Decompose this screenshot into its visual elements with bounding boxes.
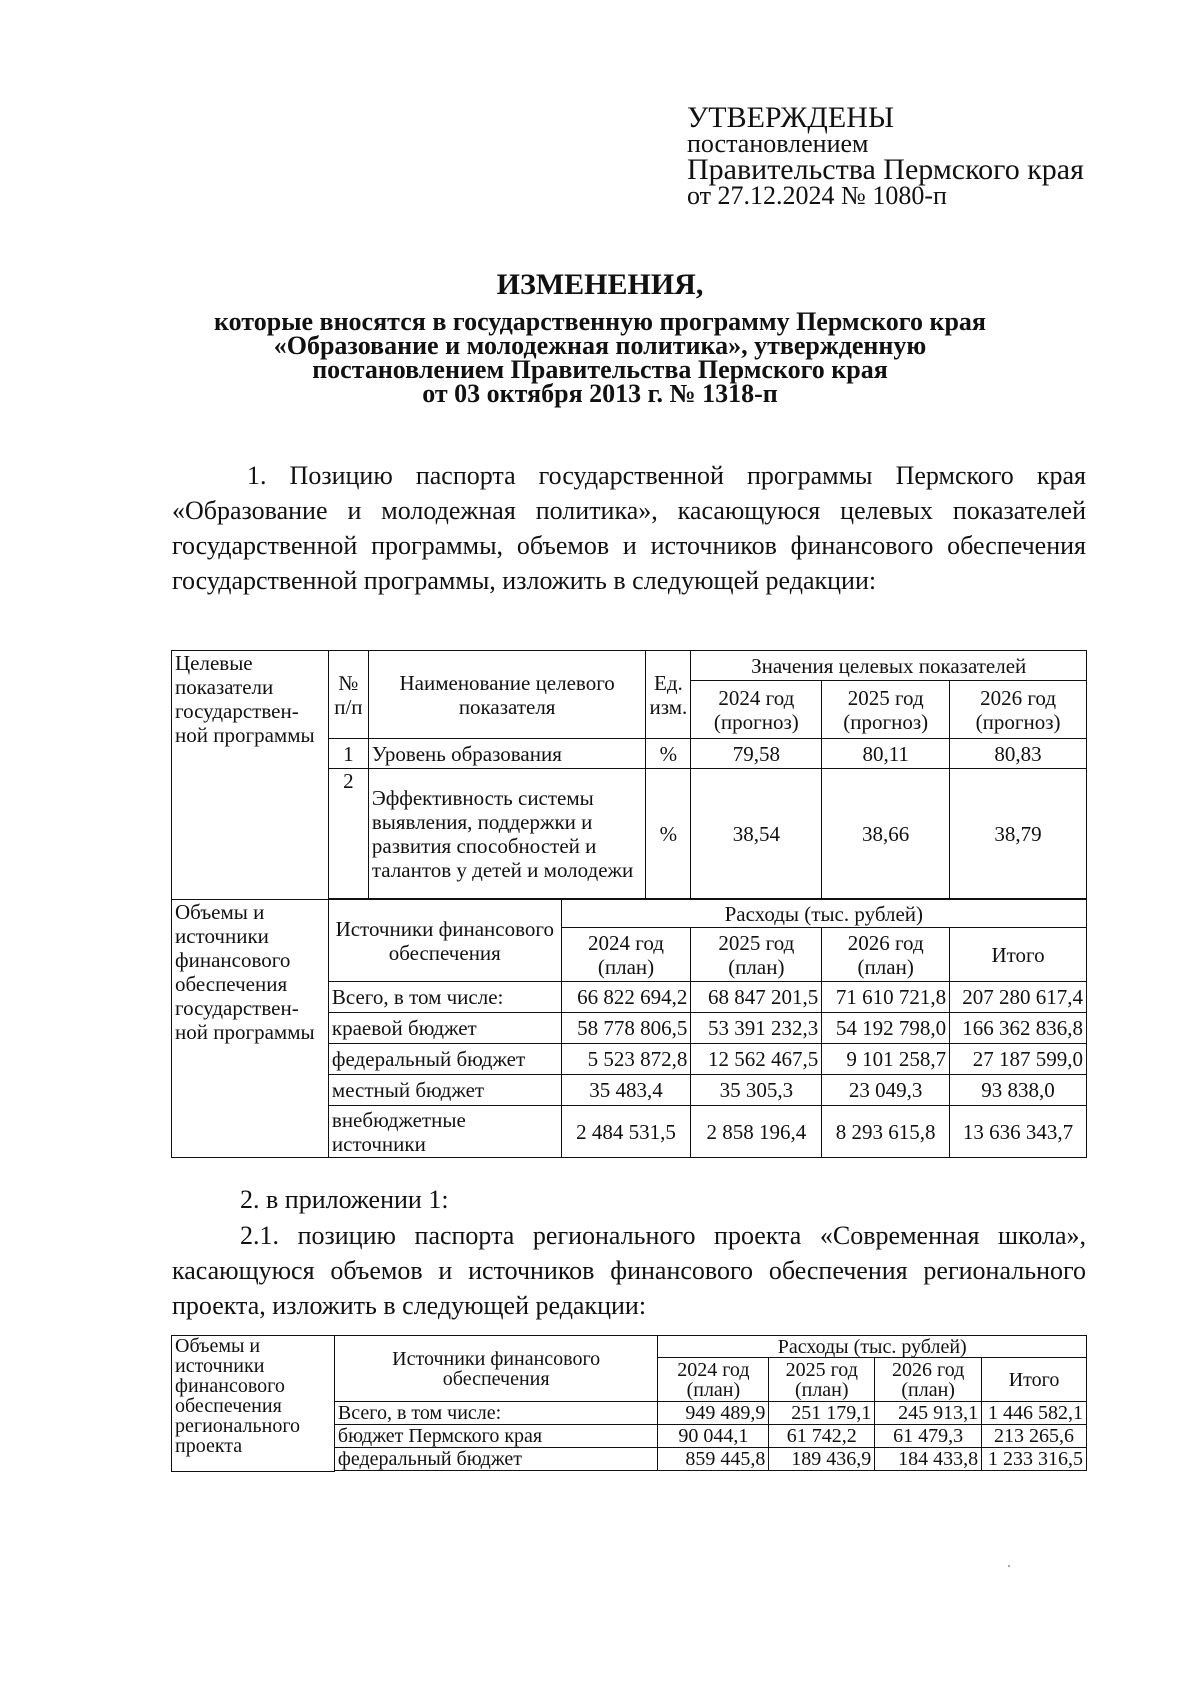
header-year: 2026 год (прогноз) — [950, 681, 1087, 739]
header-year: 2024 год (прогноз) — [691, 681, 822, 739]
cell-unit: % — [646, 739, 691, 769]
paragraph-1: 1. Позицию паспорта государственной программы Пермского края «Образование и молодежная политика», касающуюся целевых показателей государственной программы, объемов и источников финансового обеспечения государственной программы, изложить в следующей редакции: — [172, 461, 1086, 595]
subtitle-line: от 03 октября 2013 г. № 1318-п — [422, 379, 778, 408]
cell-value: 2 484 531,5 — [561, 1106, 691, 1158]
cell-value: 35 483,4 — [561, 1075, 691, 1106]
financing-row-label: Объемы и источники финансового обеспечения государствен-ной программы — [172, 900, 329, 1158]
cell-source: внебюджетные источники — [328, 1106, 561, 1158]
cell-value: 245 913,1 — [875, 1402, 982, 1425]
header-unit: Ед. изм. — [646, 651, 691, 739]
header-year: 2026 год (план) — [875, 1358, 982, 1402]
header-total: Итого — [950, 928, 1087, 982]
header-indicator-name: Наименование целевого показателя — [368, 651, 646, 739]
cell-value: 38,79 — [950, 769, 1087, 899]
header-year: 2025 год (прогноз) — [822, 681, 950, 739]
cell-source: федеральный бюджет — [334, 1448, 658, 1471]
approval-line: Правительства Пермского края — [687, 153, 1084, 186]
regional-project-table — [171, 1335, 1087, 1472]
cell-value: 35 305,3 — [691, 1075, 822, 1106]
cell-indicator-name: Эффективность системы выявления, поддержки и развития способностей и талантов у детей и молодежи — [368, 769, 646, 899]
cell-value: 5 523 872,8 — [561, 1044, 691, 1075]
cell-value: 90 044,1 — [658, 1425, 769, 1448]
cell-total: 213 265,6 — [982, 1425, 1087, 1448]
header-num: № п/п — [328, 651, 368, 739]
program-passport-table — [171, 650, 1087, 1158]
financing-row-label: Объемы и источники финансового обеспечения регионального проекта — [172, 1336, 335, 1472]
cell-value: 251 179,1 — [769, 1402, 875, 1425]
header-sources: Источники финансового обеспечения — [334, 1336, 658, 1402]
header-expenses: Расходы (тыс. рублей) — [658, 1336, 1087, 1358]
cell-unit: % — [646, 769, 691, 899]
cell-source: бюджет Пермского края — [334, 1425, 658, 1448]
cell-value: 61 479,3 — [875, 1425, 982, 1448]
document-subtitle — [0, 307, 1200, 408]
cell-total: 1 446 582,1 — [982, 1402, 1087, 1425]
cell-total: 1 233 316,5 — [982, 1448, 1087, 1471]
cell-value: 80,83 — [950, 739, 1087, 769]
cell-value: 53 391 232,3 — [691, 1013, 822, 1044]
document-title: ИЗМЕНЕНИЯ, — [496, 268, 704, 301]
header-year: 2026 год (план) — [822, 928, 950, 982]
cell-total: 13 636 343,7 — [950, 1106, 1087, 1158]
cell-value: 12 562 467,5 — [691, 1044, 822, 1075]
header-year: 2024 год (план) — [561, 928, 691, 982]
cell-value: 38,54 — [691, 769, 822, 899]
cell-num: 2 — [328, 769, 368, 899]
cell-source: Всего, в том числе: — [334, 1402, 658, 1425]
cell-total: 93 838,0 — [950, 1075, 1087, 1106]
header-values: Значения целевых показателей — [691, 651, 1087, 681]
header-year: 2025 год (план) — [769, 1358, 875, 1402]
cell-value: 949 489,9 — [658, 1402, 769, 1425]
scan-speck — [1008, 1565, 1010, 1567]
cell-value: 859 445,8 — [658, 1448, 769, 1471]
header-year: 2025 год (план) — [691, 928, 822, 982]
approval-stamp — [687, 101, 1084, 210]
cell-value: 2 858 196,4 — [691, 1106, 822, 1158]
cell-value: 8 293 615,8 — [822, 1106, 950, 1158]
cell-value: 68 847 201,5 — [691, 982, 822, 1013]
cell-num: 1 — [328, 739, 368, 769]
cell-source: Всего, в том числе: — [328, 982, 561, 1013]
cell-value: 184 433,8 — [875, 1448, 982, 1471]
header-total: Итого — [982, 1358, 1087, 1402]
subtitle-line: «Образование и молодежная политика», утвержденную — [273, 331, 927, 360]
subtitle-line: постановлением Правительства Пермского края — [312, 355, 888, 384]
cell-total: 27 187 599,0 — [950, 1044, 1087, 1075]
cell-source: местный бюджет — [328, 1075, 561, 1106]
approval-line: постановлением — [687, 129, 869, 158]
subtitle-line: которые вносятся в государственную программу Пермского края — [214, 307, 986, 336]
cell-total: 207 280 617,4 — [950, 982, 1087, 1013]
item-2: 2. в приложении 1: — [240, 1185, 449, 1214]
indicators-row-label: Целевые показатели государствен-ной программы — [172, 651, 329, 900]
approval-title: УТВЕРЖДЕНЫ — [687, 101, 895, 134]
cell-value: 71 610 721,8 — [822, 982, 950, 1013]
cell-value: 80,11 — [822, 739, 950, 769]
cell-value: 79,58 — [691, 739, 822, 769]
cell-value: 38,66 — [822, 769, 950, 899]
cell-value: 61 742,2 — [769, 1425, 875, 1448]
cell-value: 58 778 806,5 — [561, 1013, 691, 1044]
header-year: 2024 год (план) — [658, 1358, 769, 1402]
cell-source: федеральный бюджет — [328, 1044, 561, 1075]
paragraph-2-1: 2.1. позицию паспорта регионального проекта «Современная школа», касающуюся объемов и источников финансового обеспечения регионального проекта, изложить в следующей редакции: — [172, 1221, 1086, 1320]
cell-value: 23 049,3 — [822, 1075, 950, 1106]
header-sources: Источники финансового обеспечения — [328, 900, 561, 982]
cell-source: краевой бюджет — [328, 1013, 561, 1044]
cell-value: 9 101 258,7 — [822, 1044, 950, 1075]
cell-indicator-name: Уровень образования — [368, 739, 646, 769]
cell-value: 54 192 798,0 — [822, 1013, 950, 1044]
cell-total: 166 362 836,8 — [950, 1013, 1087, 1044]
cell-value: 66 822 694,2 — [561, 982, 691, 1013]
header-expenses: Расходы (тыс. рублей) — [561, 900, 1086, 928]
cell-value: 189 436,9 — [769, 1448, 875, 1471]
approval-date: от 27.12.2024 № 1080-п — [687, 181, 947, 210]
